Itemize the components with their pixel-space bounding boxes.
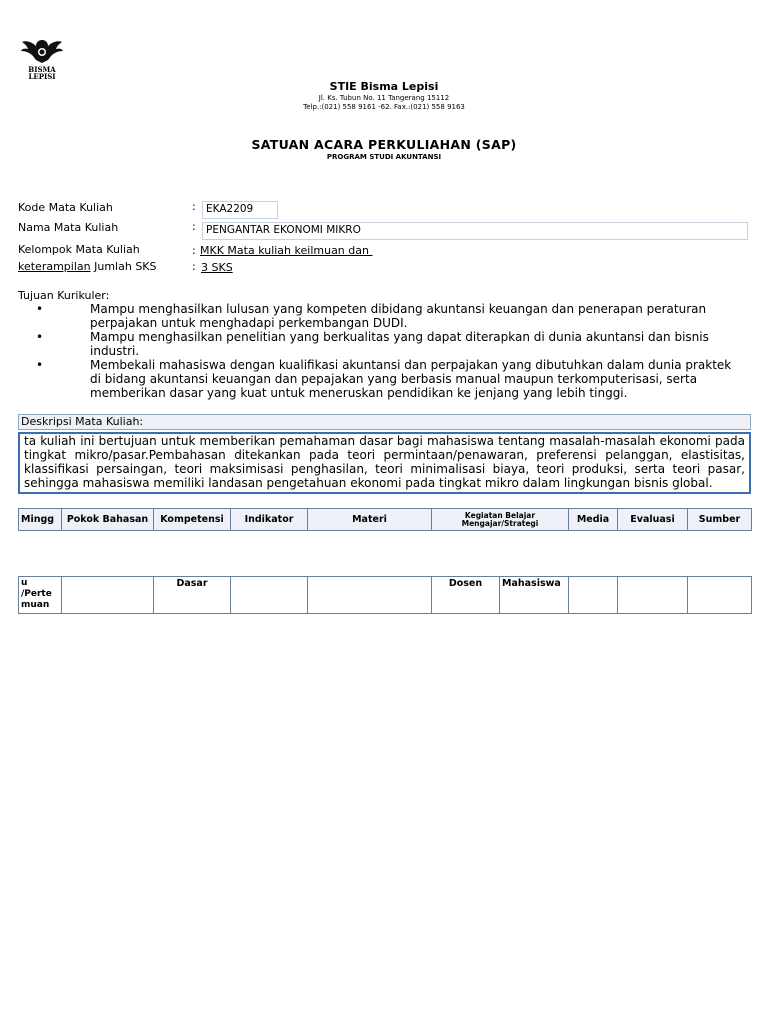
sks-label: Jumlah SKS [90, 260, 157, 273]
bullet-icon: • [36, 330, 44, 344]
deskripsi-text-box: ta kuliah ini bertujuan untuk memberikan pemahaman dasar bagi mahasiswa tentang masalah-masalah ekonomi pada tingkat mikro/pasar.Pembahasan ditekankan pada teori permintaan/penawaran, preferensi pelanggan, elastisitas, klassifikasi persaingan, teori maksimisasi penghasilan, teori minimalisasi biaya, teori produksi, serta teori pasar, sehingga mahasiswa memiliki landasan pengetahuan ekonomi pada tingkat mikro dalam lingkungan bisnis global. [18, 432, 751, 494]
header-cell-evaluasi: Evaluasi [618, 509, 688, 531]
tujuan-item-text: Mampu menghasilkan lulusan yang kompeten dibidang akuntansi keuangan dan penerapan peraturan perpajakan untuk menghadapi perkembangan DUDI. [90, 302, 707, 330]
header-cell-kegiatan: Kegiatan Belajar Mengajar/Strategi [432, 509, 569, 531]
table-cell [618, 577, 688, 614]
table-cell [62, 577, 154, 614]
colon: : [192, 260, 196, 273]
header-cell-kompetensi: Kompetensi [154, 509, 231, 531]
logo-text-line2: LEPISI [28, 72, 56, 81]
sks-value: 3 SKS [201, 261, 233, 274]
tujuan-item-text: Membekali mahasiswa dengan kualifikasi akuntansi dan perpajakan yang dibutuhkan dalam dunia praktek di bidang akuntansi keuangan dan pepajakan yang berbasis manual maupun terkomputerisasi, serta memberikan dasar yang kuat untuk meneruskan pendidikan ke jenjang yang lebih tinggi. [90, 358, 732, 400]
header-cell-minggu: Mingg [19, 509, 62, 531]
table-cell [308, 577, 432, 614]
institution-address-block [0, 94, 768, 112]
tujuan-item-text: Mampu menghasilkan penelitian yang berkualitas yang dapat diterapkan di dunia akuntansi dan bisnis industri. [90, 330, 709, 358]
table-cell [569, 577, 618, 614]
institution-address: Jl. Ks. Tubun No. 11 Tangerang 15112 [318, 94, 450, 102]
deskripsi-label: Deskripsi Mata Kuliah: [18, 414, 751, 430]
cell-kompetensi-dasar: Dasar [154, 577, 231, 614]
table-cell [231, 577, 308, 614]
garuda-emblem-icon [18, 36, 66, 66]
course-group-value: MKK Mata kuliah keilmuan dan [200, 244, 373, 257]
table-cell [688, 577, 752, 614]
colon: : [192, 220, 196, 233]
header-cell-sumber: Sumber [688, 509, 752, 531]
cell-week-continued: u /Perte muan [19, 577, 62, 614]
logo-text-line1: BISMA [28, 65, 56, 74]
cell-dosen: Dosen [432, 577, 500, 614]
course-group-value-cont: keterampilan [18, 260, 91, 273]
course-code-field: EKA2209 [202, 201, 278, 219]
header-cell-materi: Materi [308, 509, 432, 531]
header-cell-media: Media [569, 509, 618, 531]
tujuan-label: Tujuan Kurikuler: [18, 289, 110, 302]
logo-text [18, 66, 66, 80]
sap-table-body [18, 576, 752, 614]
course-code-label: Kode Mata Kuliah [18, 201, 113, 214]
course-group-sks-line [18, 260, 157, 273]
header-cell-indikator: Indikator [231, 509, 308, 531]
institution-name: STIE Bisma Lepisi [329, 80, 439, 93]
table-row [19, 509, 752, 531]
sap-table-header [18, 508, 752, 531]
document-title: SATUAN ACARA PERKULIAHAN (SAP) [251, 137, 517, 152]
course-name-field: PENGANTAR EKONOMI MIKRO [202, 222, 748, 240]
colon: : [192, 244, 196, 257]
document-subtitle: PROGRAM STUDI AKUNTANSI [326, 153, 442, 161]
bullet-icon: • [36, 358, 44, 372]
bullet-icon: • [36, 302, 44, 316]
list-item [18, 358, 738, 400]
course-name-label: Nama Mata Kuliah [18, 221, 119, 234]
colon: : [192, 200, 196, 213]
institution-contact: Telp.:(021) 558 9161 -62. Fax.:(021) 558 9163 [303, 103, 465, 111]
list-item [18, 330, 738, 358]
tujuan-list [18, 302, 738, 400]
course-group-label: Kelompok Mata Kuliah [18, 243, 140, 256]
list-item [18, 302, 738, 330]
header-cell-pokok-bahasan: Pokok Bahasan [62, 509, 154, 531]
cell-mahasiswa: Mahasiswa [500, 577, 569, 614]
table-row [19, 577, 752, 614]
